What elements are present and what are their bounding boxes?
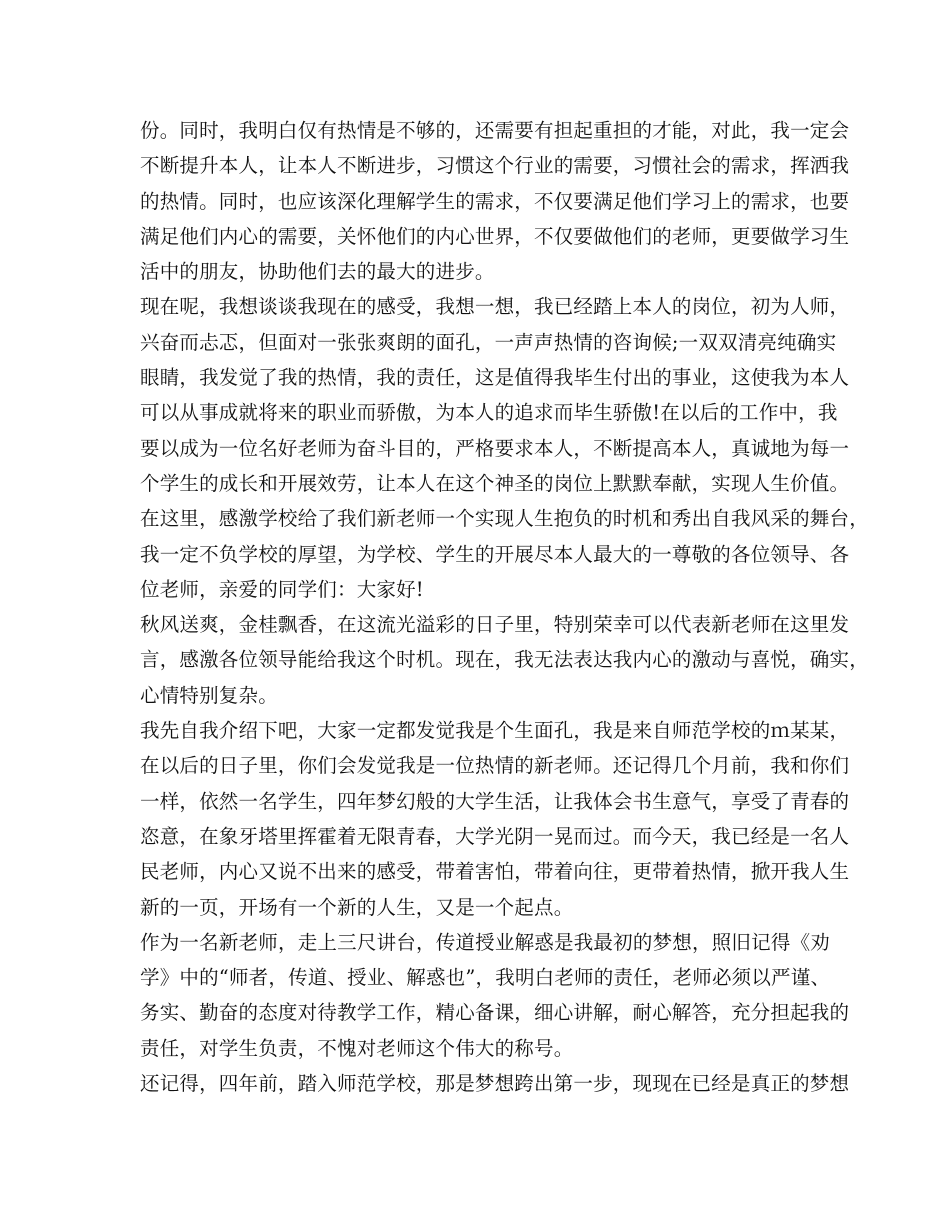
text-line: 新的一页，开场有一个新的人生，又是一个起点。 <box>140 895 574 919</box>
document-body <box>140 113 869 1101</box>
text-line: 在以后的日子里，你们会发觉我是一位热情的新老师。还记得几个月前，我和你们 <box>140 754 850 778</box>
text-line: 作为一名新老师，走上三尺讲台，传道授业解惑是我最初的梦想，照旧记得《劝 <box>140 930 830 954</box>
text-line: 可以从事成就将来的职业而骄傲，为本人的追求而毕生骄傲!在以后的工作中，我 <box>140 401 838 425</box>
text-line: 现在呢，我想谈谈我现在的感受，我想一想，我已经踏上本人的岗位，初为人师， <box>140 295 850 319</box>
text-line: 不断提升本人，让本人不断进步，习惯这个行业的需要，习惯社会的需求，挥洒我 <box>140 154 850 178</box>
text-line: 恣意，在象牙塔里挥霍着无限青春，大学光阴一晃而过。而今天，我已经是一名人 <box>140 824 850 848</box>
text-line: 学》中的“师者，传道、授业、解惑也”，我明白老师的责任，老师必须以严谨、 <box>140 966 831 990</box>
text-line: 务实、勤奋的态度对待教学工作，精心备课，细心讲解，耐心解答，充分担起我的 <box>140 1001 850 1025</box>
text-line: 民老师，内心又说不出来的感受，带着害怕，带着向往，更带着热情，掀开我人生 <box>140 860 850 884</box>
text-line: 心情特别复杂。 <box>140 683 278 707</box>
text-line: 的热情。同时，也应该深化理解学生的需求，不仅要满足他们学习上的需求，也要 <box>140 189 850 213</box>
text-line: 位老师，亲爱的同学们：大家好! <box>140 577 424 601</box>
text-line: 一样，依然一名学生，四年梦幻般的大学生活，让我体会书生意气，享受了青春的 <box>140 789 850 813</box>
text-line: 还记得，四年前，踏入师范学校，那是梦想跨出第一步，现现在已经是真正的梦想 <box>140 1072 850 1096</box>
text-line: 要以成为一位名好老师为奋斗目的，严格要求本人，不断提高本人，真诚地为每一 <box>140 436 850 460</box>
text-line: 我一定不负学校的厚望，为学校、学生的开展尽本人最大的一尊敬的各位领导、各 <box>140 542 850 566</box>
text-line: 在这里，感激学校给了我们新老师一个实现人生抱负的时机和秀出自我风采的舞台， <box>140 507 869 531</box>
text-line: 活中的朋友，协助他们去的最大的进步。 <box>140 260 495 284</box>
text-line: 兴奋而忐忑，但面对一张张爽朗的面孔，一声声热情的咨询候;一双双清亮纯确实 <box>140 330 837 354</box>
text-line: 言，感激各位领导能给我这个时机。现在，我无法表达我内心的激动与喜悦，确实， <box>140 648 869 672</box>
text-line: 秋风送爽，金桂飘香，在这流光溢彩的日子里，特别荣幸可以代表新老师在这里发 <box>140 613 850 637</box>
text-line: 满足他们内心的需要，关怀他们的内心世界，不仅要做他们的老师，更要做学习生 <box>140 224 850 248</box>
text-line: 个学生的成长和开展效劳，让本人在这个神圣的岗位上默默奉献，实现人生价值。 <box>140 471 850 495</box>
text-line: 责任，对学生负责，不愧对老师这个伟大的称号。 <box>140 1036 574 1060</box>
text-line: 份。同时，我明白仅有热情是不够的，还需要有担起重担的才能，对此，我一定会 <box>140 119 850 142</box>
text-line: 眼睛，我发觉了我的热情，我的责任，这是值得我毕生付出的事业，这使我为本人 <box>140 366 850 390</box>
text-line: 我先自我介绍下吧，大家一定都发觉我是个生面孔，我是来自师范学校的ｍ某某， <box>140 719 850 743</box>
